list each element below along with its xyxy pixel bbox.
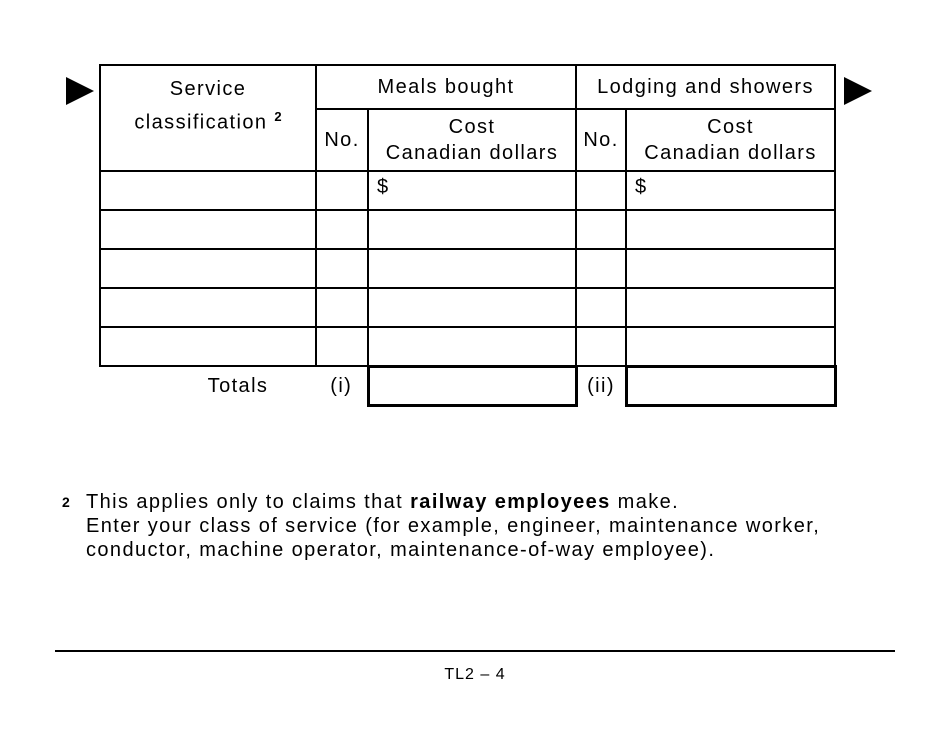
right-pointer-arrow-icon — [844, 77, 872, 105]
footnote-ref: 2 — [274, 108, 282, 124]
service-classification-cell[interactable] — [100, 249, 316, 288]
meals-no-cell[interactable] — [316, 288, 368, 327]
footnote-bold-text: railway employees — [410, 491, 611, 513]
lodging-no-header: No. — [576, 109, 626, 171]
lodging-no-cell[interactable] — [576, 288, 626, 327]
meals-cost-cell[interactable]: $ — [368, 171, 576, 210]
currency-label: Canadian dollars — [644, 142, 817, 164]
meals-cost-header — [368, 109, 576, 171]
cost-label: Cost — [448, 116, 496, 138]
meals-no-cell[interactable] — [316, 327, 368, 366]
service-classification-cell[interactable] — [100, 288, 316, 327]
right-pointer-arrow-icon — [66, 77, 94, 105]
meals-no-header: No. — [316, 109, 368, 171]
lodging-no-cell[interactable] — [576, 210, 626, 249]
meals-cost-cell[interactable] — [368, 210, 576, 249]
service-classification-header — [100, 65, 316, 171]
cost-label: Cost — [707, 116, 754, 138]
lodging-no-cell[interactable] — [576, 171, 626, 210]
meals-lodging-table — [99, 64, 837, 407]
table-row — [100, 327, 835, 366]
page-number: TL2 – 4 — [444, 666, 506, 683]
meals-cost-cell[interactable] — [368, 288, 576, 327]
service-header-line2: classification — [134, 111, 268, 134]
meals-no-cell[interactable] — [316, 171, 368, 210]
totals-label: Totals — [207, 374, 269, 397]
lodging-showers-header: Lodging and showers — [576, 65, 835, 109]
lodging-total-ref: (ii) — [587, 374, 615, 397]
meals-bought-header: Meals bought — [316, 65, 576, 109]
meals-total-field[interactable] — [368, 366, 576, 405]
table-row — [100, 171, 835, 210]
lodging-cost-cell[interactable]: $ — [626, 171, 835, 210]
lodging-cost-cell[interactable] — [626, 249, 835, 288]
footnote — [62, 490, 862, 562]
lodging-cost-cell[interactable] — [626, 288, 835, 327]
meals-no-cell[interactable] — [316, 210, 368, 249]
currency-label: Canadian dollars — [385, 142, 559, 164]
service-classification-cell[interactable] — [100, 171, 316, 210]
table-row — [100, 288, 835, 327]
lodging-cost-cell[interactable] — [626, 210, 835, 249]
meals-cost-cell[interactable] — [368, 249, 576, 288]
footnote-text-start: This applies only to claims that — [86, 491, 411, 513]
lodging-cost-header — [626, 109, 835, 171]
footnote-text-end: make. — [610, 491, 680, 513]
footnote-text — [86, 490, 862, 562]
lodging-no-cell[interactable] — [576, 327, 626, 366]
page-divider — [55, 650, 895, 652]
service-header-line1: Service — [169, 77, 247, 100]
meals-cost-cell[interactable] — [368, 327, 576, 366]
totals-row — [100, 366, 835, 405]
lodging-no-cell[interactable] — [576, 249, 626, 288]
meals-total-ref: (i) — [330, 374, 353, 397]
meals-no-cell[interactable] — [316, 249, 368, 288]
table-row — [100, 249, 835, 288]
table-row — [100, 210, 835, 249]
lodging-total-field[interactable] — [626, 366, 835, 405]
footnote-instructions: Enter your class of service (for example, engineer, maintenance worker, conductor, machine operator, maintenance-of-way employee). — [86, 515, 821, 561]
lodging-cost-cell[interactable] — [626, 327, 835, 366]
footnote-number: 2 — [62, 494, 70, 510]
service-classification-cell[interactable] — [100, 327, 316, 366]
service-classification-cell[interactable] — [100, 210, 316, 249]
